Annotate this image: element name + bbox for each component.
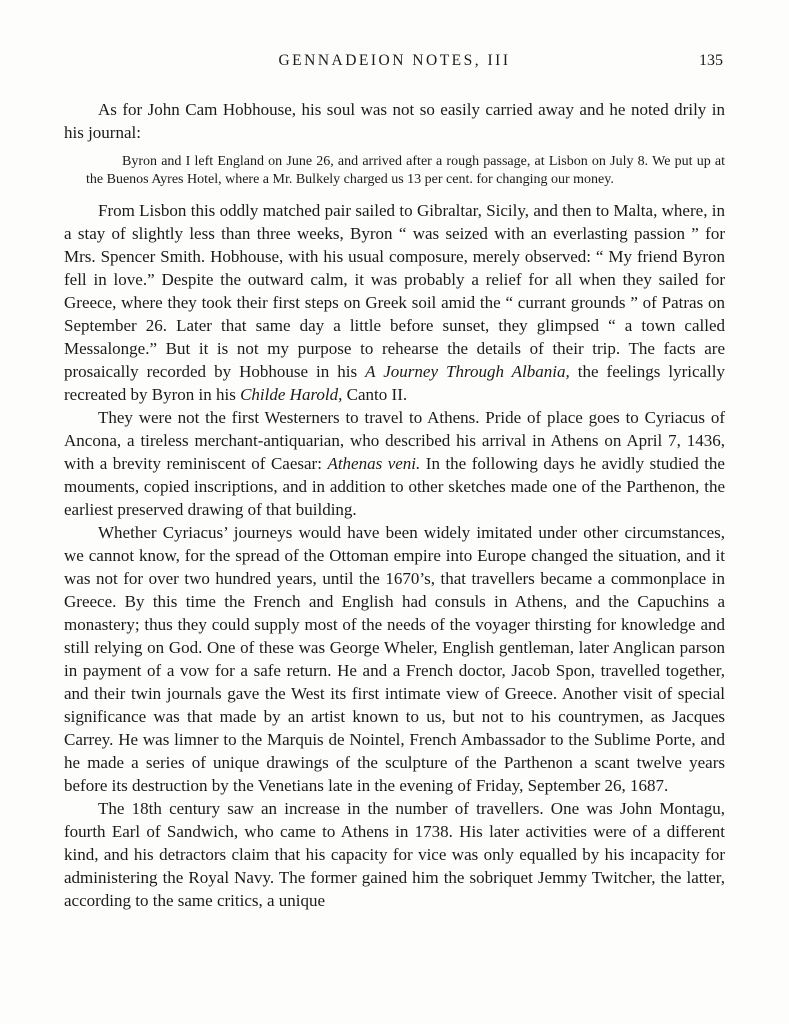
italic-text-run: Athenas veni.	[327, 454, 421, 473]
italic-text-run: Childe Harold,	[240, 385, 343, 404]
text-run: Whether Cyriacus’ journeys would have been widely imitated under other circumstances, we cannot know, for the spread of the Ottoman empire into Europe changed the situation, and it was not for over two hundred years, until the 1670’s, that travellers became a commonplace in Greece. By this time the French and English had consuls in Athens, and the Capuchins a monastery; thus they could supply most of the needs of the voyager thirsting for knowledge and still relying on God. One of these was George Wheler, English gentleman, later Anglican parson in payment of a vow for a safe return. He and a French doctor, Jacob Spon, travelled together, and their twin journals gave the West its first intimate view of Greece. Another visit of special significance was that made by an artist known to us, but not to his countrymen, as Jacques Carrey. He was limner to the Marquis de Nointel, French Ambassador to the Sublime Porte, and he made a series of unique drawings of the sculpture of the Parthenon a scant twelve years before its destruction by the Venetians late in the evening of Friday, September 26, 1687.	[64, 523, 725, 795]
italic-text-run: A Journey Through Albania,	[365, 362, 570, 381]
running-title: GENNADEION NOTES, III	[278, 52, 511, 69]
text-run: From Lisbon this oddly matched pair sailed to Gibraltar, Sicily, and then to Malta, where, in a stay of slightly less than three weeks, Byron “ was seized with an everlasting passion ” for Mrs. Spencer Smith. Hobhouse, with his usual composure, merely observed: “ My friend Byron fell in love.” Despite the outward calm, it was probably a relief for all when they sailed for Greece, where they took their first steps on Greek soil amid the “ currant grounds ” of Patras on September 26. Later that same day a little before sunset, they glimpsed “ a town called Messalonge.” But it is not my purpose to rehearse the details of their trip. The facts are prosaically recorded by Hobhouse in his	[64, 201, 725, 381]
text-run: the feelings lyrically recreated by Byron in his	[64, 362, 726, 404]
blockquote-paragraph	[86, 153, 725, 188]
text-run: As for John Cam Hobhouse, his soul was not so easily carried away and he noted drily in his journal:	[64, 100, 725, 142]
page-body	[64, 98, 725, 912]
text-run: Canto II.	[342, 385, 408, 404]
paragraph	[64, 406, 725, 521]
text-run: They were not the first Westerners to travel to Athens. Pride of place goes to Cyriacus of Ancona, a tireless merchant-antiquarian, who described his arrival in Athens on April 7, 1436, with a brevity reminiscent of Caesar:	[64, 408, 725, 473]
text-run: The 18th century saw an increase in the number of travellers. One was John Montagu, fourth Earl of Sandwich, who came to Athens in 1738. His later activities were of a different kind, and his detractors claim that his capacity for vice was only equalled by his incapacity for administering the Royal Navy. The former gained him the sobriquet Jemmy Twitcher, the latter, according to the same critics, a unique	[64, 799, 725, 910]
paragraph	[64, 98, 725, 144]
text-run: In the following days he avidly studied the mouments, copied inscriptions, and in addition to other sketches made one of the Parthenon, the earliest preserved drawing of that building.	[64, 454, 725, 519]
paragraph	[64, 521, 725, 797]
page-number: 135	[699, 52, 723, 69]
text-run: Byron and I left England on June 26, and arrived after a rough passage, at Lisbon on July 8. We put up at the Buenos Ayres Hotel, where a Mr. Bulkely charged us 13 per cent. for changing our money.	[86, 154, 725, 187]
paragraph	[64, 797, 725, 912]
page-header	[64, 52, 725, 74]
paragraph	[64, 199, 725, 406]
